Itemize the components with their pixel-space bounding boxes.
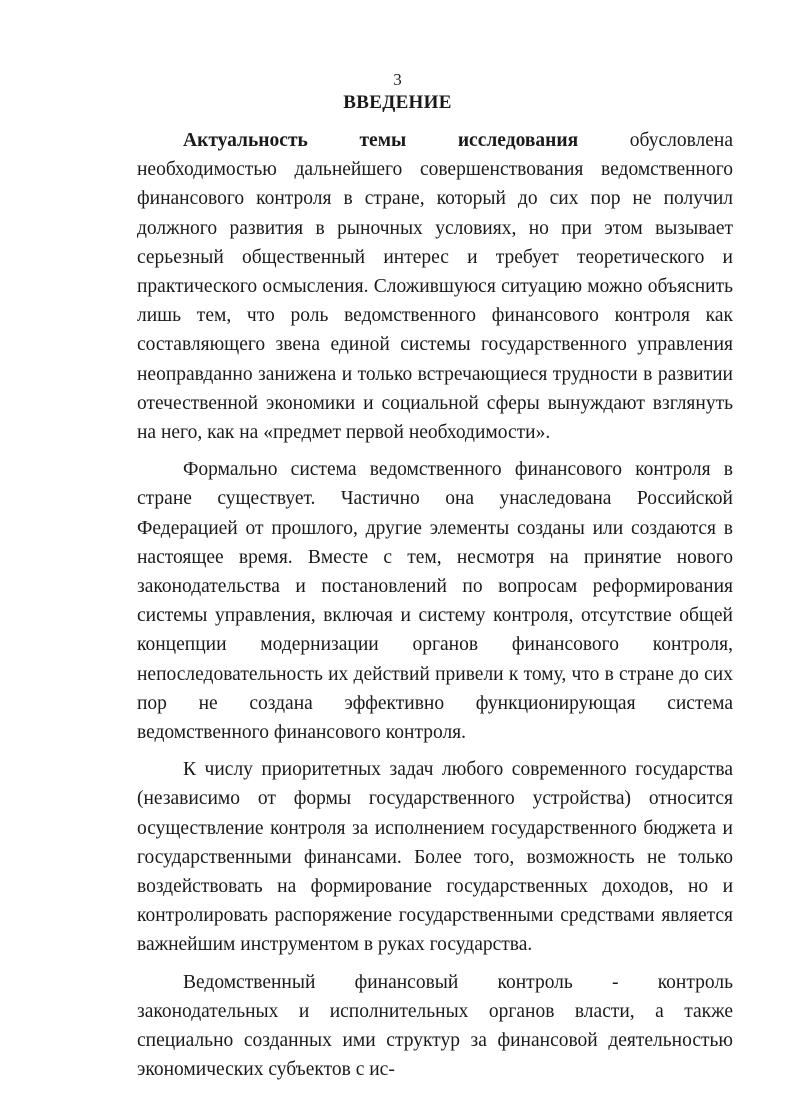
relevance-text: обусловлена необходимостью дальнейшего совершенствования ведомственного финансового контроля в стране, который до сих пор не получил должного развития в рыночных условиях, но при этом вызывает серьезный общественный интерес и требует теоретического и практического осмысления. Сложившуюся ситуацию можно объяснить лишь тем, что роль ведомственного финансового контроля как составляющего звена единой системы государственного управления неоправданно занижена и только встречающиеся трудности в развитии отечественной экономики и социальной сферы вынуждают взглянуть на него, как на «предмет первой необходимости». — [137, 130, 734, 444]
page-title: ВВЕДЕНИЕ — [343, 92, 452, 113]
page-number: 3 — [393, 70, 402, 89]
paragraph-relevance — [137, 126, 733, 447]
relevance-lead: Актуальность темы исследования — [183, 130, 579, 151]
paragraph-formal-system: Формально система ведомственного финансового контроля в стране существует. Частично она унаследована Российской Федерацией от прошлого, другие элементы созданы или создаются в настоящее время. Вместе с тем, несмотря на принятие нового законодательства и постановлений по вопросам реформирования системы управления, включая и систему контроля, отсутствие общей концепции модернизации органов финансового контроля, непоследовательность их действий привели к тому, что в стране до сих пор не создана эффективно функционирующая система ведомственного финансового контроля. — [137, 459, 733, 744]
paragraph-priority-tasks: К числу приоритетных задач любого современного государства (независимо от формы государственного устройства) относится осуществление контроля за исполнением государственного бюджета и государственными финансами. Более того, возможность не только воздействовать на формирование государственных доходов, но и контролировать распоряжение государственными средствами является важнейшим инструментом в руках государства. — [137, 759, 733, 956]
body-text — [137, 126, 733, 1085]
paragraph-definition: Ведомственный финансовый контроль - контроль законодательных и исполнительных органов власти, а также специально созданных ими структур за финансовой деятельностью экономических субъектов с ис- — [137, 971, 733, 1081]
